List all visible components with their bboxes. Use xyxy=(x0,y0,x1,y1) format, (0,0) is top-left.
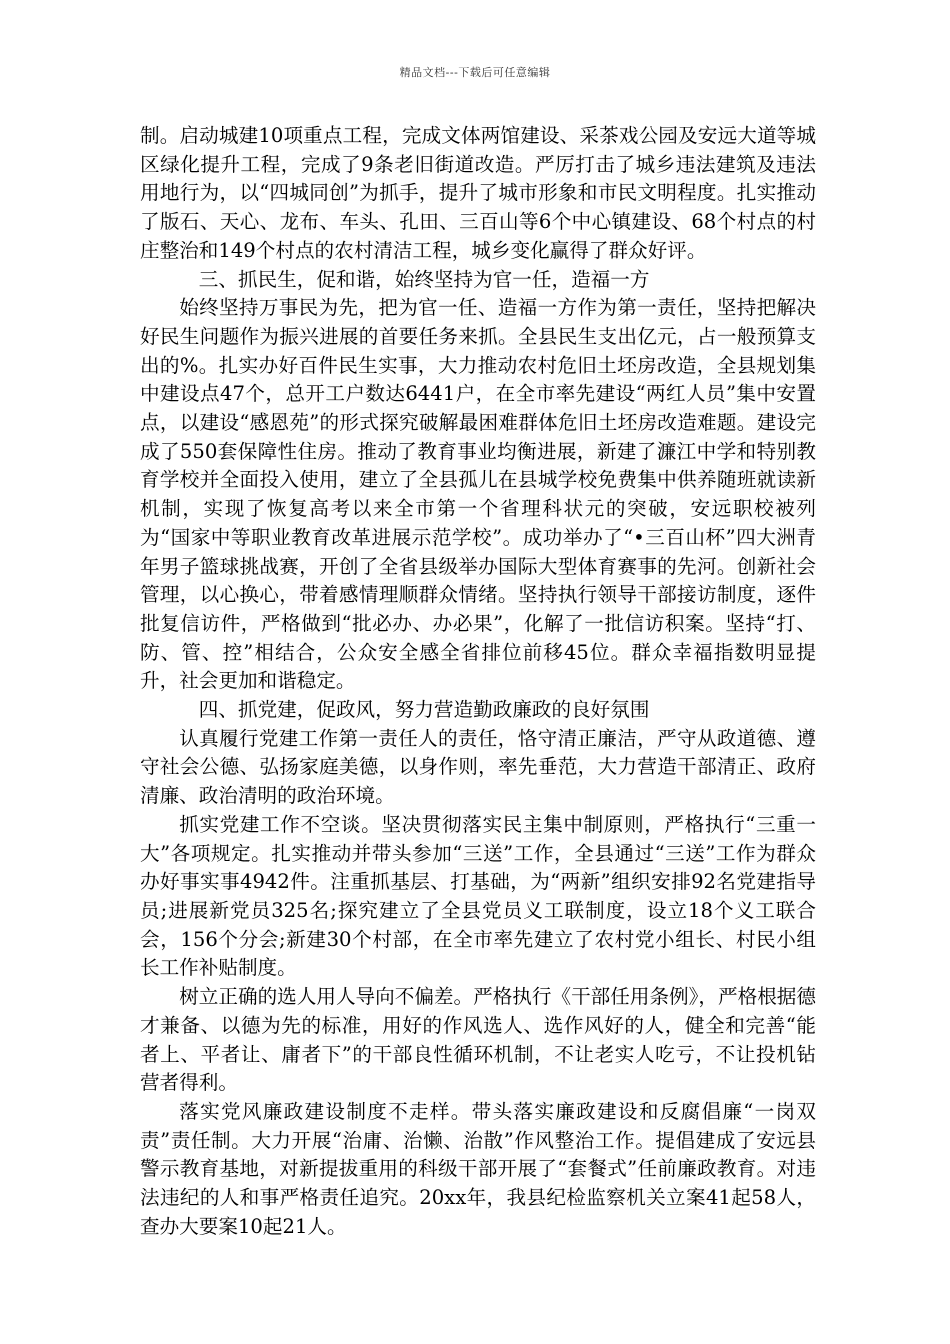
section-heading: 三、抓民生，促和谐，始终坚持为官一任，造福一方 xyxy=(198,267,650,291)
paragraph: 认真履行党建工作第一责任人的责任，恪守清正廉洁，严守从政道德、遵守社会公德、弘扬家庭美德，以身作则，率先垂范，大力营造干部清正、政府清廉、政治清明的政治环境。 xyxy=(140,726,816,808)
paragraph: 落实党风廉政建设制度不走样。带头落实廉政建设和反腐倡廉“一岗双责”责任制。大力开展“治庸、治懒、治散”作风整治工作。提倡建成了安远县警示教育基地，对新提拔重用的科级干部开展了“套餐式”任前廉政教育。对违法违纪的人和事严格责任追究。20xx年，我县纪检监察机关立案41起58人，查办大要案10起21人。 xyxy=(140,1099,816,1238)
section-heading: 四、抓党建，促政风，努力营造勤政廉政的良好氛围 xyxy=(198,698,650,722)
paragraph: 始终坚持万事民为先，把为官一任、造福一方作为第一责任，坚持把解决好民生问题作为振兴进展的首要任务来抓。全县民生支出亿元，占一般预算支出的%。扎实办好百件民生实事，大力推动农村危旧土坯房改造，全县规划集中建设点47个，总开工户数达6441户，在全市率先建设“两红人员”集中安置点，以建设“感恩苑”的形式探究破解最困难群体危旧土坯房改造难题。建设完成了550套保障性住房。推动了教育事业均衡进展，新建了濂江中学和特别教育学校并全面投入使用，建立了全县孤儿在县城学校免费集中供养随班就读新机制，实现了恢复高考以来全市第一个省理科状元的突破，安远职校被列为“国家中等职业教育改革进展示范学校”。成功举办了“•三百山杯”四大洲青年男子篮球挑战赛，开创了全省县级举办国际大型体育赛事的先河。创新社会管理，以心换心，带着感情理顺群众情绪。坚持执行领导干部接访制度，逐件批复信访件，严格做到“批必办、办必果”，化解了一批信访积案。坚持“打、防、管、控”相结合，公众安全感全省排位前移45位。群众幸福指数明显提升，社会更加和谐稳定。 xyxy=(140,296,816,693)
paragraph: 制。启动城建10项重点工程，完成文体两馆建设、采茶戏公园及安远大道等城区绿化提升工程，完成了9条老旧街道改造。严厉打击了城乡违法建筑及违法用地行为，以“四城同创”为抓手，提升了城市形象和市民文明程度。扎实推动了版石、天心、龙布、车头、孔田、三百山等6个中心镇建设、68个村点的村庄整治和149个村点的农村清洁工程，城乡变化赢得了群众好评。 xyxy=(140,124,816,262)
paragraph: 树立正确的选人用人导向不偏差。严格执行《干部任用条例》，严格根据德才兼备、以德为先的标准，用好的作风选人、选作风好的人，健全和完善“能者上、平者让、庸者下”的干部良性循环机制，不让老实人吃亏，不让投机钻营者得利。 xyxy=(140,985,816,1095)
page-header: 精品文档---下载后可任意编辑 xyxy=(399,66,551,79)
paragraph: 抓实党建工作不空谈。坚决贯彻落实民主集中制原则，严格执行“三重一大”各项规定。扎实推动并带头参加“三送”工作，全县通过“三送”工作为群众办好事实事4942件。注重抓基层、打基础，为“两新”组织安排92名党建指导员;进展新党员325名;探究建立了全县党员义工联制度，设立18个义工联合会，156个分会;新建30个村部，在全市率先建立了农村党小组长、村民小组长工作补贴制度。 xyxy=(140,812,816,980)
document-body xyxy=(140,122,816,1241)
